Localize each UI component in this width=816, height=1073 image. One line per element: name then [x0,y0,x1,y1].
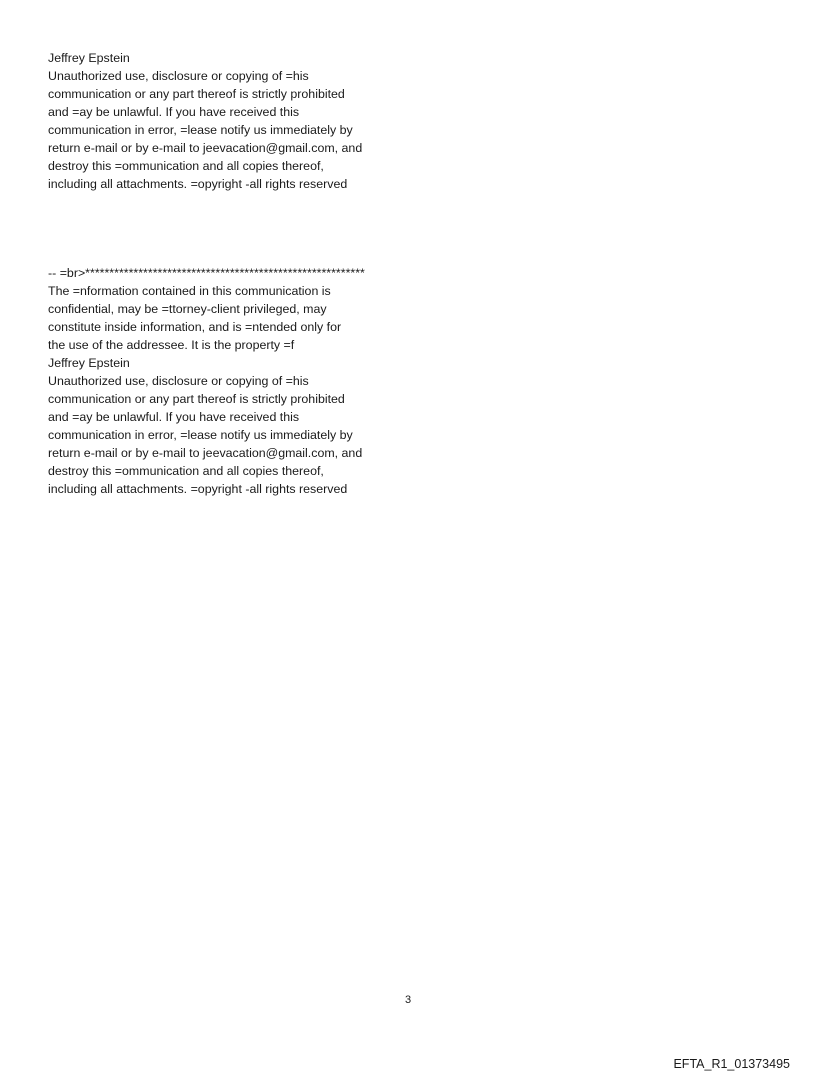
text-line: the use of the addressee. It is the property =f [48,338,295,352]
text-line: communication or any part thereof is strictly prohibited [48,392,345,406]
text-line: constitute inside information, and is =ntended only for [48,320,342,334]
text-line: and =ay be unlawful. If you have received this [48,105,300,119]
text-line: communication in error, =lease notify us immediately by [48,123,353,137]
text-line: destroy this =ommunication and all copies thereof, [48,464,324,478]
document-id: EFTA_R1_01373495 [673,1057,790,1071]
text-line: including all attachments. =opyright -all rights reserved [48,482,348,496]
text-line: communication or any part thereof is strictly prohibited [48,87,345,101]
text-line: return e-mail or by e-mail to jeevacation@gmail.com, and [48,141,363,155]
disclaimer-block-2 [48,264,365,498]
text-line: confidential, may be =ttorney-client privileged, may [48,302,327,316]
text-line: Jeffrey Epstein [48,51,130,65]
text-line: including all attachments. =opyright -all rights reserved [48,177,348,191]
text-line: Unauthorized use, disclosure or copying of =his [48,374,309,388]
text-line: destroy this =ommunication and all copies thereof, [48,159,324,173]
text-line: and =ay be unlawful. If you have received this [48,410,300,424]
text-line: communication in error, =lease notify us immediately by [48,428,353,442]
page-number: 3 [404,994,412,1006]
disclaimer-block-1 [48,49,362,193]
text-line: Unauthorized use, disclosure or copying of =his [48,69,309,83]
text-line: return e-mail or by e-mail to jeevacation@gmail.com, and [48,446,363,460]
text-line: Jeffrey Epstein [48,356,130,370]
separator-line: -- =br>********************************************************** [48,266,365,280]
text-line: The =nformation contained in this communication is [48,284,331,298]
